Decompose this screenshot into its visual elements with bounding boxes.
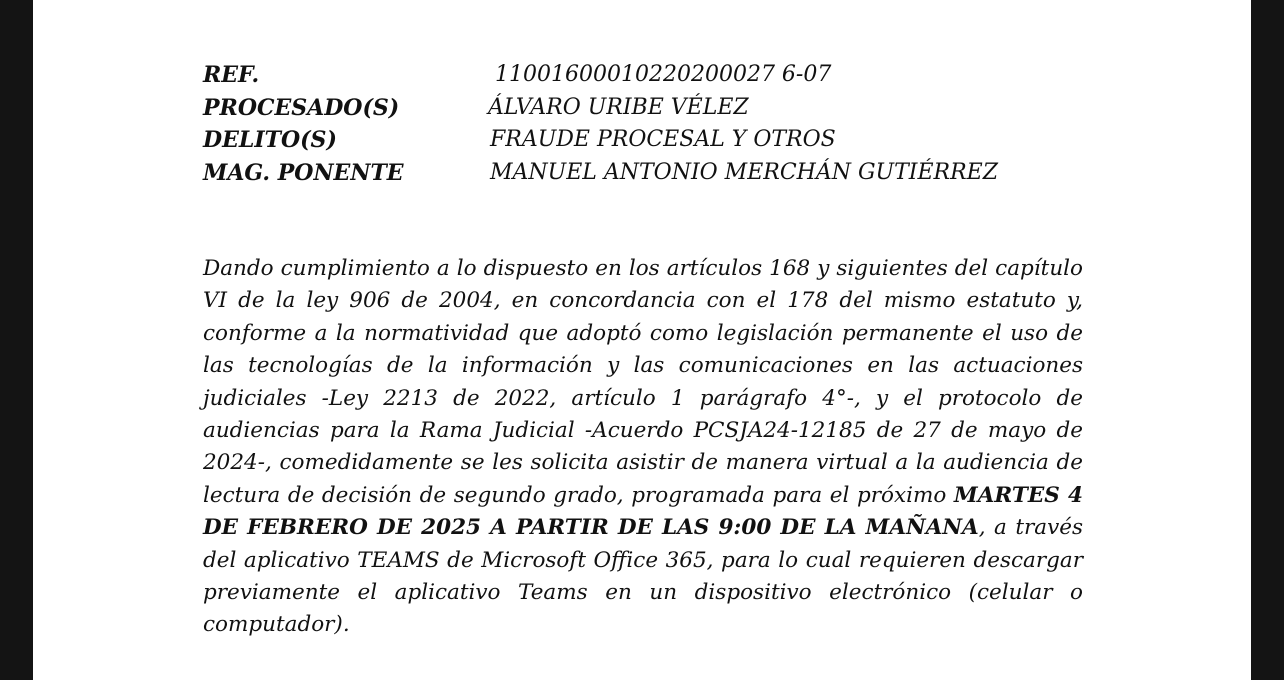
case-header [203,59,1083,189]
header-value: FRAUDE PROCESAL Y OTROS [490,127,836,152]
body-paragraph [203,253,1083,642]
header-value: MANUEL ANTONIO MERCHÁN GUTIÉRREZ [490,159,998,185]
header-row-ponente [203,157,1083,190]
cut-off-paragraph [203,662,1083,680]
header-value: 11001600010220200027 6-07 [495,62,832,87]
header-label: PROCESADO(S) [203,94,400,121]
header-row-delito [203,124,1083,157]
hearing-date-emphasis: MARTES 4 DE FEBRERO DE 2025 A PARTIR DE LAS 9:00 DE LA MAÑANA [203,482,1083,541]
paragraph-text: , a través del aplicativo TEAMS de Microsoft Office 365, para lo cual requieren descargar previamente el aplicativo Teams en un dispositivo electrónico (celular o computador). [203,515,1083,638]
header-label: MAG. PONENTE [203,159,404,186]
header-row-procesado [203,92,1083,125]
header-label: DELITO(S) [203,127,337,153]
header-label: REF. [203,62,260,88]
document-page [33,0,1251,680]
header-value: ÁLVARO URIBE VÉLEZ [488,94,749,120]
paragraph-text: Dando cumplimiento a lo dispuesto en los artículos 168 y siguientes del capítulo VI de la ley 906 de 2004, en concordancia con el 178 del mismo estatuto y, conforme a la normatividad que adoptó como legislación permanente el uso de las tecnologías de la información y las comunicaciones en las actuaciones judiciales -Ley 2213 de 2022, artículo 1 parágrafo 4°-, y el protocolo de audiencias para la Rama Judicial -Acuerdo PCSJA24-12185 de 27 de mayo de 2024-, comedidamente se les solicita asistir de manera virtual a la audiencia de lectura de decisión de segundo grado, programada para el próximo [203,256,1083,508]
header-row-ref [203,59,1083,92]
